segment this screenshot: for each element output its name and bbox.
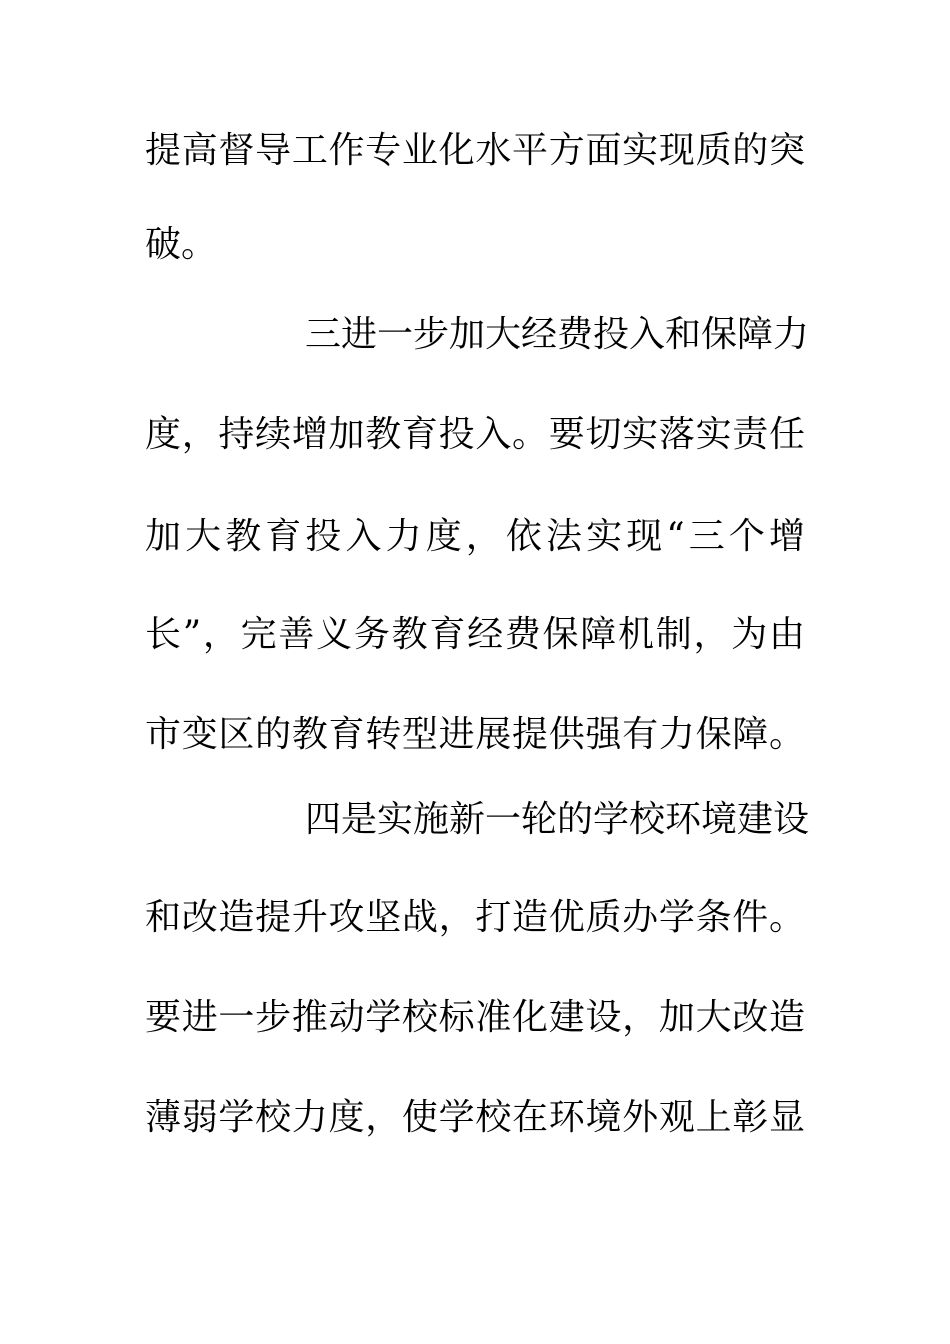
text-line-6: 长”，完善义务教育经费保障机制，为由 bbox=[145, 614, 805, 655]
text-line-2: 破。 bbox=[145, 224, 218, 265]
paragraph-3-first-line: 三进一步加大经费投入和保障力 bbox=[305, 314, 810, 355]
paragraph-4-first-line: 四是实施新一轮的学校环境建设 bbox=[305, 799, 810, 840]
text-line-5: 加大教育投入力度，依法实现“三个增 bbox=[145, 516, 805, 557]
text-line-4: 度，持续增加教育投入。要切实落实责任 bbox=[145, 414, 805, 455]
text-line-7: 市变区的教育转型进展提供强有力保障。 bbox=[145, 714, 805, 755]
text-line-11: 薄弱学校力度，使学校在环境外观上彰显 bbox=[145, 1097, 805, 1138]
text-line-1: 提高督导工作专业化水平方面实现质的突 bbox=[145, 130, 805, 171]
text-line-10: 要进一步推动学校标准化建设，加大改造 bbox=[145, 997, 805, 1038]
text-line-9: 和改造提升攻坚战，打造优质办学条件。 bbox=[145, 897, 805, 938]
